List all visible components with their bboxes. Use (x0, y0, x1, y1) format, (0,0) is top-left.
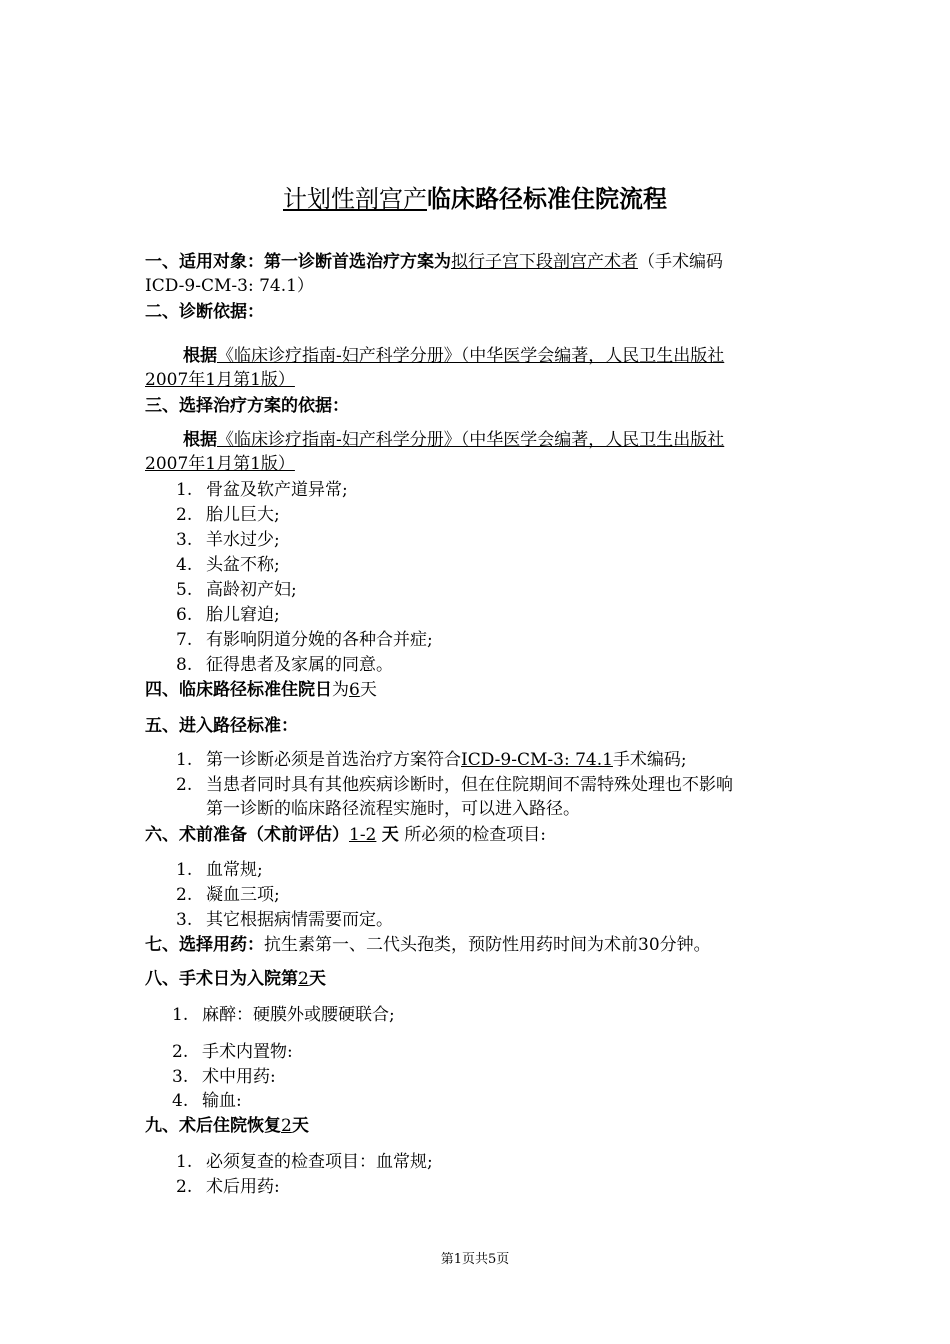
list-number: 2. (172, 1042, 189, 1062)
page-footer: 第1页共5页 (440, 1252, 510, 1267)
section-2-basis-ref: 《临床诊疗指南-妇产科学分册》（中华医学会编著，人民卫生出版社 (217, 346, 725, 366)
list-number: 4. (172, 1091, 189, 1111)
title-main: 临床路径标准住院流程 (427, 184, 667, 213)
section-8-heading: 八、手术日为入院第 (145, 969, 298, 989)
list-number: 1. (176, 480, 193, 500)
section-2-basis-lead: 根据 (183, 346, 217, 366)
section-4-days: 6 (349, 680, 360, 700)
list-text: 术中用药: (202, 1067, 276, 1087)
list-number: 5. (176, 580, 193, 600)
list-text: 凝血三项; (206, 885, 280, 905)
list-item (176, 773, 733, 797)
section-6-tail: 所必须的检查项目: (404, 825, 546, 845)
list-number: 6. (176, 605, 193, 625)
list-number: 8. (176, 655, 193, 675)
section-1 (145, 250, 723, 274)
section-9-days: 2 (281, 1116, 292, 1136)
section-4-unit: 天 (359, 680, 377, 700)
section-2-heading: 二、诊断依据： (145, 302, 264, 322)
list-item (176, 908, 393, 932)
title-procedure: 计划性剖宫产 (283, 185, 427, 213)
section-9-unit: 天 (291, 1116, 309, 1136)
section-1-heading: 一、适用对象：第一诊断首选治疗方案为 (145, 252, 451, 272)
list-text: 征得患者及家属的同意。 (206, 655, 393, 675)
list-text-cont: 第一诊断的临床路径流程实施时，可以进入路径。 (206, 799, 580, 819)
list-item (172, 1065, 276, 1089)
list-text: 骨盆及软产道异常; (206, 480, 348, 500)
list-item (176, 748, 687, 772)
list-text: 头盆不称; (206, 555, 280, 575)
list-text: 输血: (202, 1091, 242, 1111)
section-2-basis (183, 344, 724, 368)
list-number: 3. (176, 530, 193, 550)
list-text: 必须复查的检查项目：血常规; (206, 1152, 433, 1172)
list-number: 3. (172, 1067, 189, 1087)
section-3-basis-ref: 《临床诊疗指南-妇产科学分册》（中华医学会编著，人民卫生出版社 (217, 430, 725, 450)
section-3-heading: 三、选择治疗方案的依据： (145, 396, 349, 416)
section-6 (145, 823, 546, 847)
list-text: 血常规; (206, 860, 263, 880)
section-3-basis-ref-cont: 2007年1月第1版） (145, 454, 295, 474)
list-item (176, 578, 297, 602)
list-number: 2. (176, 505, 193, 525)
list-number: 2. (176, 1177, 193, 1197)
list-number: 2. (176, 885, 193, 905)
list-text: 手术内置物: (202, 1042, 293, 1062)
list-number: 7. (176, 630, 193, 650)
section-5-heading: 五、进入路径标准： (145, 716, 298, 736)
section-8-day: 2 (298, 969, 309, 989)
list-item (176, 503, 280, 527)
section-1-tail: （手术编码 (638, 252, 723, 272)
list-text: 高龄初产妇; (206, 580, 297, 600)
section-3-basis-lead: 根据 (183, 430, 217, 450)
list-item (172, 1089, 242, 1113)
list-number: 1. (176, 860, 193, 880)
list-item (176, 858, 263, 882)
list-text: 胎儿窘迫; (206, 605, 280, 625)
list-text: 第一诊断必须是首选治疗方案符合 (206, 750, 461, 770)
list-text: 手术编码; (612, 750, 687, 770)
list-number: 3. (176, 910, 193, 930)
list-text: 麻醉：硬膜外或腰硬联合; (202, 1005, 395, 1025)
procedure-code: ICD-9-CM-3: 74.1 (461, 750, 613, 770)
list-text: 胎儿巨大; (206, 505, 280, 525)
section-7-heading: 七、选择用药： (145, 935, 264, 955)
list-number: 1. (176, 750, 193, 770)
list-item (176, 883, 280, 907)
list-item (172, 1003, 395, 1027)
list-item (176, 628, 433, 652)
section-6-days: 1-2 (349, 825, 377, 845)
list-text: 有影响阴道分娩的各种合并症; (206, 630, 433, 650)
section-4 (145, 678, 377, 702)
list-item (176, 1150, 433, 1174)
list-text: 当患者同时具有其他疾病诊断时，但在住院期间不需特殊处理也不影响 (206, 775, 733, 795)
section-8 (145, 967, 326, 991)
section-3-basis (183, 428, 724, 452)
section-4-mid: 为 (332, 680, 349, 700)
list-text: 其它根据病情需要而定。 (206, 910, 393, 930)
list-item (176, 653, 393, 677)
section-1-target: 拟行子宫下段剖宫产术者 (451, 252, 638, 272)
section-7 (145, 933, 711, 957)
section-7-text: 抗生素第一、二代头孢类，预防性用药时间为术前30分钟。 (264, 935, 711, 955)
list-number: 1. (176, 1152, 193, 1172)
list-item (176, 553, 280, 577)
section-2-basis-ref-cont: 2007年1月第1版） (145, 370, 295, 390)
list-item (176, 1175, 280, 1199)
section-9-heading: 九、术后住院恢复 (145, 1116, 281, 1136)
list-number: 1. (172, 1005, 189, 1025)
list-item (176, 478, 348, 502)
list-item (176, 603, 280, 627)
list-text: 术后用药: (206, 1177, 280, 1197)
list-item (172, 1040, 293, 1064)
section-6-unit: 天 (381, 825, 399, 845)
list-text: 羊水过少; (206, 530, 280, 550)
list-number: 4. (176, 555, 193, 575)
list-number: 2. (176, 775, 193, 795)
section-1-code: ICD-9-CM-3: 74.1） (145, 276, 314, 296)
list-item (176, 528, 280, 552)
section-6-heading: 六、术前准备（术前评估） (145, 825, 349, 845)
section-4-heading: 四、临床路径标准住院日 (145, 680, 332, 700)
section-9 (145, 1114, 309, 1138)
section-8-unit: 天 (308, 969, 326, 989)
page-title (0, 183, 950, 215)
